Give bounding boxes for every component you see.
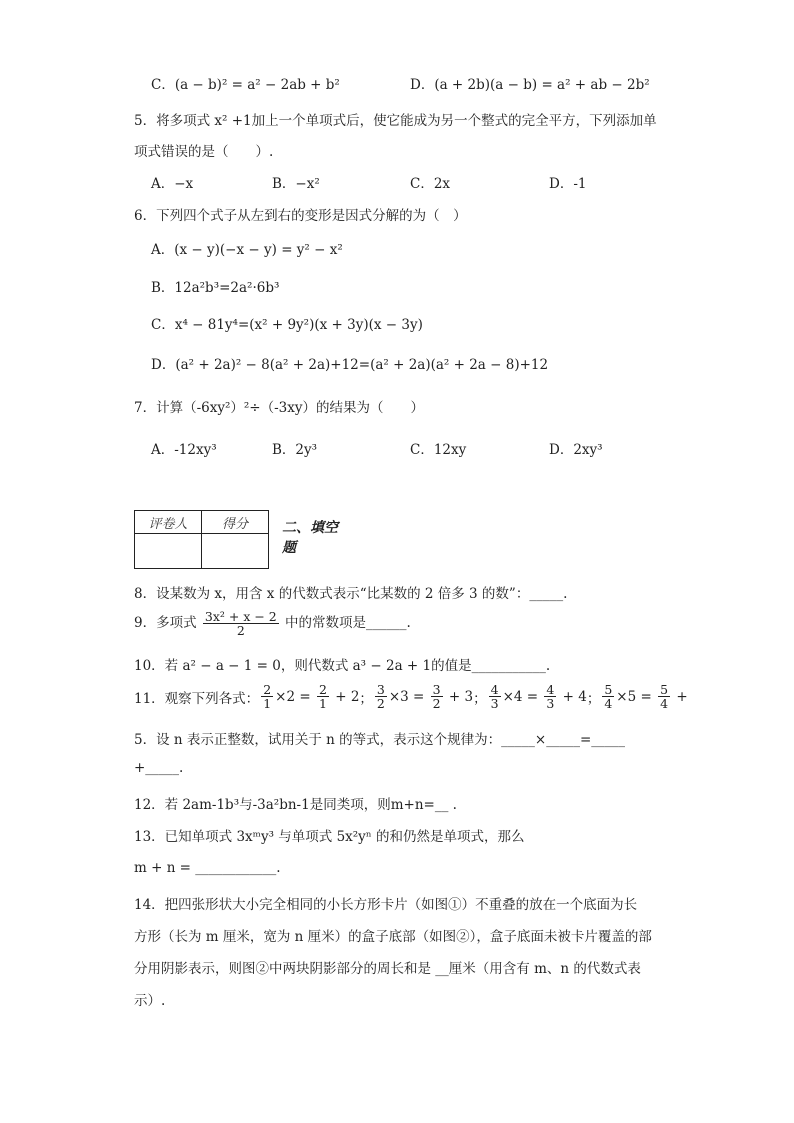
q14-line1: 14．把四张形状大小完全相同的小长方形卡片（如图①）不重叠的放在一个底面为长: [134, 897, 638, 913]
q11-t3-den: 3: [490, 696, 499, 712]
q11-t4-den: 4: [604, 696, 613, 712]
q11-t3-add: 4: [578, 688, 587, 705]
q11: [134, 683, 688, 710]
q11-t3-mult: 4: [513, 688, 523, 705]
reviewer-cell: [135, 534, 202, 569]
q9: [134, 610, 411, 637]
q9-denominator: 2: [236, 623, 245, 639]
q11-t3-num: 4: [490, 682, 499, 697]
q11-t1-den: 1: [263, 696, 272, 712]
q11-line3: +_____.: [134, 760, 184, 776]
q9-numerator: 3x² + x − 2: [204, 609, 277, 624]
q5-option-b: B．−x²: [272, 176, 320, 192]
q6-option-c: C．x⁴ − 81y⁴=(x² + 9y²)(x + 3y)(x − 3y): [151, 317, 423, 333]
q5-stem-line1: 5．将多项式 x² +1加上一个单项式后，使它能成为另一个整式的完全平方，下列添加单: [134, 113, 657, 129]
q7-option-a: A．-12xy³: [151, 442, 217, 458]
q7-option-b: B．2y³: [272, 442, 318, 458]
q11-t4-mult: 5: [627, 688, 637, 705]
q13-line1: 13．已知单项式 3xᵐy³ 与单项式 5x²yⁿ 的和仍然是单项式，那么: [134, 829, 525, 845]
q6-option-a: A．(x − y)(−x − y) = y² − x²: [151, 242, 343, 258]
q7-stem: 7．计算（-6xy²）²÷（-3xy）的结果为（ ）: [134, 400, 425, 416]
q10-text: 10．若 a² − a − 1 = 0，则代数式 a³ − 2a + 1的值是___________.: [134, 658, 551, 674]
q11-prefix: 11．观察下列各式：: [134, 690, 260, 707]
q11-t4-num: 5: [604, 682, 613, 697]
q14-line3: 分用阴影表示，则图②中两块阴影部分的周长和是 __厘米（用含有 m、n 的代数式表: [134, 961, 641, 977]
q8-text: 8．设某数为 x，用含 x 的代数式表示“比某数的 2 倍多 3 的数”：_____.: [134, 586, 568, 602]
q9-suffix: 中的常数项是______.: [285, 615, 411, 632]
section-title-line2: 题: [282, 540, 296, 556]
q11-t2-num: 3: [376, 682, 385, 697]
q11-t4-den2: 4: [660, 696, 669, 712]
q11-term-1: $\frac{2}{1}$ × 2 = $\frac{2}{1}$ + 2 ；: [263, 682, 373, 712]
q11-t2-den: 2: [376, 696, 385, 712]
q7-option-c: C．12xy: [410, 442, 467, 458]
q6-stem: 6．下列四个式子从左到右的变形是因式分解的为（ ）: [134, 208, 467, 224]
score-cell: [202, 534, 269, 569]
q11-line2: 5．设 n 表示正整数，试用关于 n 的等式，表示这个规律为：_____×_____=_____: [134, 732, 626, 748]
q11-t3-num2: 4: [546, 682, 555, 697]
q11-t3-den2: 3: [546, 696, 555, 712]
q11-t4-num2: 5: [660, 682, 669, 697]
q6-option-b: B．12a²b³=2a²·6b³: [151, 280, 280, 296]
q11-t1-num: 2: [263, 682, 272, 697]
q5-stem-line2: 项式错误的是（ ）.: [134, 144, 274, 160]
q5-option-c: C．2x: [410, 176, 451, 192]
q11-t1-mult: 2: [286, 688, 296, 705]
q11-t2-den2: 2: [432, 696, 441, 712]
q6-option-d: D．(a² + 2a)² − 8(a² + 2a)+12=(a² + 2a)(a² + 2a − 8)+12: [151, 357, 549, 373]
q4-option-c: C．(a − b)² = a² − 2ab + b²: [151, 77, 340, 93]
q11-t1-den2: 1: [318, 696, 327, 712]
q9-prefix: 9．多项式: [134, 615, 197, 632]
q5-option-d: D．-1: [549, 176, 587, 192]
q11-t1-num2: 2: [318, 682, 327, 697]
q14-line4: 示）.: [134, 993, 166, 1009]
q7-option-d: D．2xy³: [549, 442, 603, 458]
q11-t2-add: 3: [464, 688, 474, 705]
q11-term-4: $\frac{5}{4}$ × 5 = $\frac{5}{4}$ +: [604, 682, 688, 712]
q4-option-d: D．(a + 2b)(a − b) = a² + ab − 2b²: [410, 77, 650, 93]
q11-t2-mult: 3: [400, 688, 409, 705]
q11-t1-add: 2: [350, 688, 360, 705]
q12-text: 12．若 2am-1b³与-3a²bn-1是同类项，则m+n=__ .: [134, 797, 457, 813]
q11-t2-num2: 3: [432, 682, 441, 697]
q5-option-a: A．−x: [151, 176, 194, 192]
q14-line2: 方形（长为 m 厘米，宽为 n 厘米）的盒子底部（如图②），盒子底面未被卡片覆盖的部: [134, 929, 652, 945]
section-title: [282, 518, 338, 558]
score-table: [134, 510, 269, 569]
q11-term-2: $\frac{3}{2}$ × 3 = $\frac{3}{2}$ + 3 ；: [376, 682, 487, 712]
section-title-line1: 二、填空: [282, 520, 338, 536]
score-header: 得分: [202, 511, 269, 534]
q13-line2: m + n = ____________.: [134, 860, 281, 876]
q9-fraction: [203, 610, 279, 637]
q11-term-3: $\frac{4}{3}$ × 4 = $\frac{4}{3}$ + 4 ；: [490, 682, 601, 712]
reviewer-header: 评卷人: [135, 511, 202, 534]
